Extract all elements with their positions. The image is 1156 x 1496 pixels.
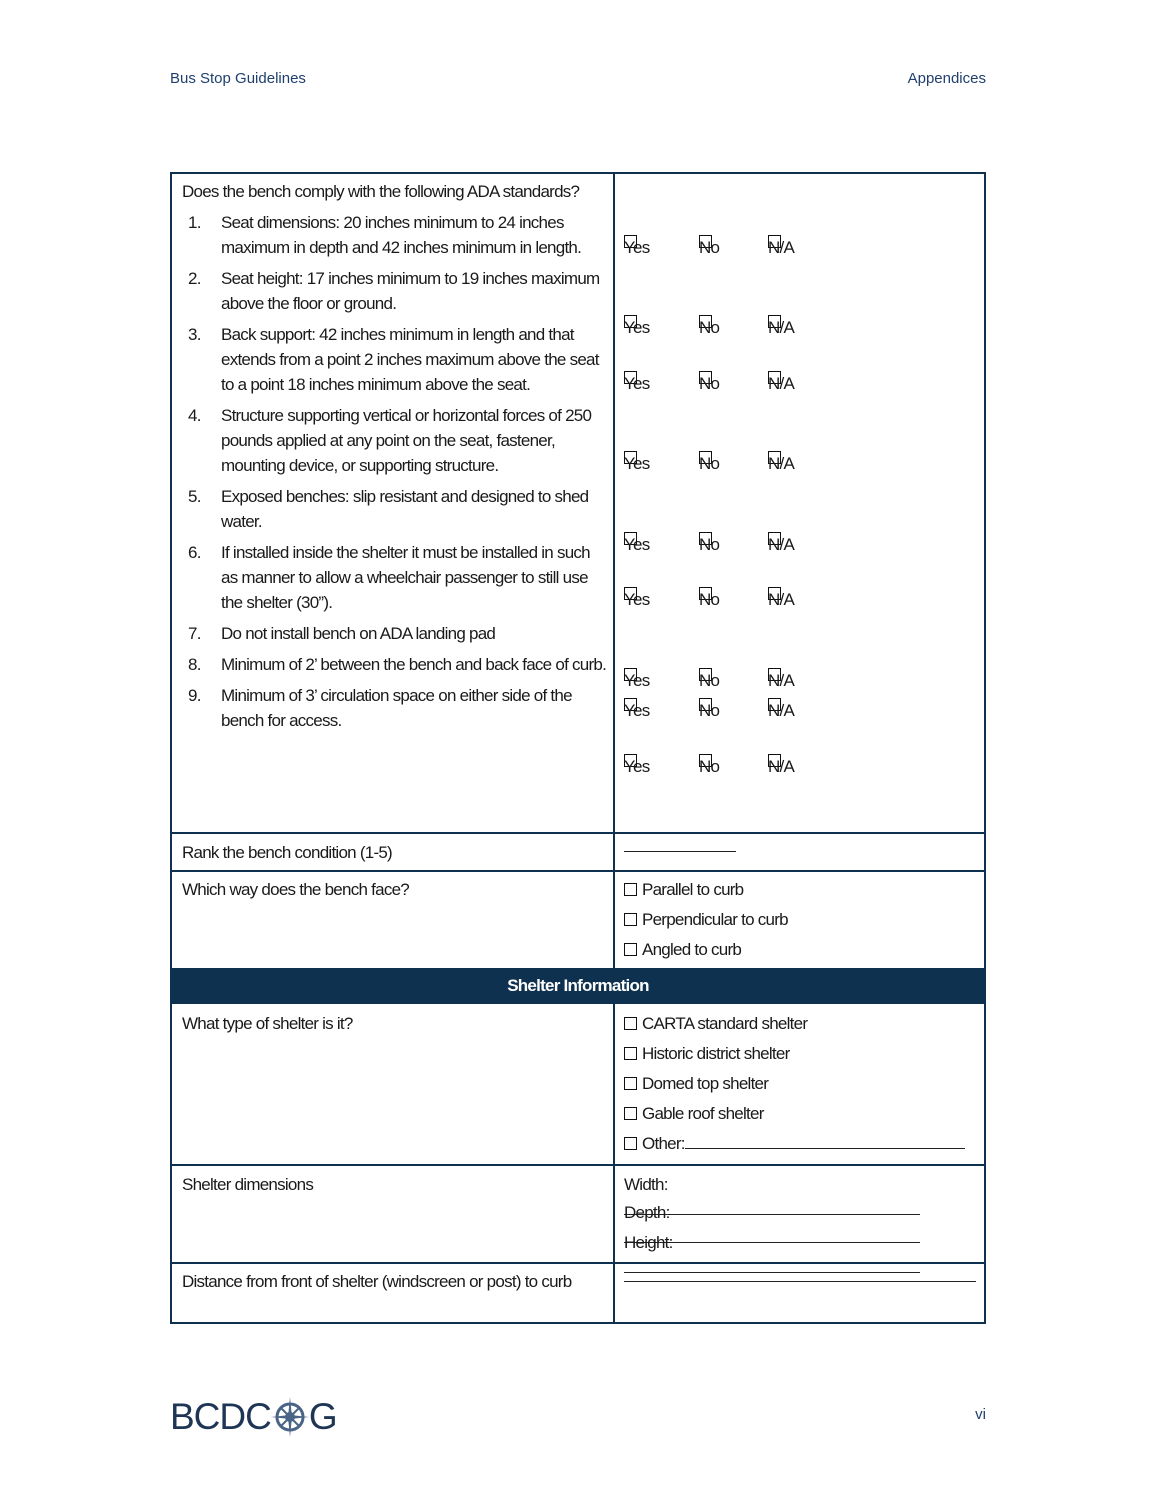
checkbox-label: N/A: [768, 535, 795, 554]
bench-face-options: [624, 877, 976, 967]
dimension-field: [624, 1172, 976, 1200]
shelter-type-row: [172, 1004, 984, 1164]
option-label: Other:: [642, 1134, 685, 1153]
checkbox-icon[interactable]: [624, 913, 637, 926]
distance-label: Distance from front of shelter (windscreen or post) to curb: [182, 1272, 572, 1291]
item-number: 9.: [188, 686, 201, 705]
shelter-dimension-fields: [624, 1172, 976, 1258]
shelter-section-header: Shelter Information: [172, 968, 984, 1004]
checklist-table: [170, 172, 986, 1324]
checkbox-label: N/A: [768, 671, 795, 690]
item-text: Structure supporting vertical or horizontal forces of 250 pounds applied at any point on the seat, fastener, mounting device, or supporting structure.: [221, 406, 592, 475]
item-number: 1.: [188, 213, 201, 232]
running-header-title: Bus Stop Guidelines: [170, 70, 306, 87]
rank-row: [172, 832, 984, 872]
ada-standards-list: [182, 210, 607, 733]
checkbox-label: Yes: [624, 374, 650, 393]
list-item: [182, 683, 607, 733]
checkbox-label: Yes: [624, 701, 650, 720]
item-text: Back support: 42 inches minimum in length and that extends from a point 2 inches maximum above the seat to a point 18 inches minimum above the seat.: [221, 325, 599, 394]
checkbox-label: N/A: [768, 590, 795, 609]
checkbox-label: No: [699, 590, 720, 609]
checkbox-label: N/A: [768, 454, 795, 473]
list-item: [182, 210, 607, 260]
checkbox-icon[interactable]: [624, 1107, 637, 1120]
option-label: Historic district shelter: [642, 1044, 790, 1063]
compass-rose-icon: [271, 1396, 309, 1438]
running-header-section: Appendices: [907, 70, 986, 87]
checkbox-label: No: [699, 757, 720, 776]
shelter-dimensions-label: Shelter dimensions: [182, 1175, 314, 1194]
list-item: [182, 652, 607, 677]
shelter-dimensions-row: [172, 1164, 984, 1264]
shelter-type-options: [624, 1011, 976, 1161]
dimension-label: Height:: [624, 1233, 673, 1252]
bench-face-label: Which way does the bench face?: [182, 880, 409, 899]
checkbox-label: No: [699, 454, 720, 473]
rank-input[interactable]: [624, 834, 736, 852]
checkbox-icon[interactable]: [624, 1137, 637, 1150]
rank-label: Rank the bench condition (1-5): [182, 843, 392, 862]
item-number: 5.: [188, 487, 201, 506]
distance-row: [172, 1262, 984, 1326]
ada-question: Does the bench comply with the following ADA standards?: [182, 182, 580, 201]
checkbox-icon[interactable]: [624, 883, 637, 896]
bench-face-row: [172, 870, 984, 970]
checkbox-label: Yes: [624, 238, 650, 257]
item-number: 2.: [188, 269, 201, 288]
option-item[interactable]: [624, 1041, 976, 1071]
option-item[interactable]: [624, 907, 976, 937]
checkbox-label: Yes: [624, 535, 650, 554]
option-label: Perpendicular to curb: [642, 910, 788, 929]
item-number: 6.: [188, 543, 201, 562]
item-text: Seat dimensions: 20 inches minimum to 24 inches maximum in depth and 42 inches minimum in length.: [221, 213, 582, 257]
option-label: Angled to curb: [642, 940, 742, 959]
checkbox-label: Yes: [624, 590, 650, 609]
dimension-label: Depth:: [624, 1203, 670, 1222]
option-item[interactable]: [624, 1011, 976, 1041]
checkbox-label: N/A: [768, 318, 795, 337]
option-label: Gable roof shelter: [642, 1104, 764, 1123]
option-label: Parallel to curb: [642, 880, 744, 899]
item-number: 4.: [188, 406, 201, 425]
checkbox-icon[interactable]: [624, 943, 637, 956]
item-number: 7.: [188, 624, 201, 643]
checkbox-label: No: [699, 374, 720, 393]
dimension-label: Width:: [624, 1175, 668, 1194]
item-number: 3.: [188, 325, 201, 344]
checkbox-label: N/A: [768, 238, 795, 257]
item-text: Do not install bench on ADA landing pad: [221, 624, 496, 643]
item-text: Minimum of 2’ between the bench and back face of curb.: [221, 655, 607, 674]
option-item[interactable]: [624, 1101, 976, 1131]
checkbox-label: No: [699, 701, 720, 720]
bcdcog-logo: BCDC G: [170, 1396, 337, 1437]
checkbox-label: Yes: [624, 318, 650, 337]
list-item: [182, 621, 607, 646]
option-item[interactable]: [624, 937, 976, 967]
ada-question-cell: [182, 179, 607, 739]
list-item: [182, 266, 607, 316]
checkbox-label: No: [699, 318, 720, 337]
item-number: 8.: [188, 655, 201, 674]
checkbox-icon[interactable]: [624, 1017, 637, 1030]
option-item[interactable]: [624, 1071, 976, 1101]
option-item[interactable]: [624, 877, 976, 907]
page-number: vi: [975, 1406, 986, 1423]
checkbox-label: Yes: [624, 671, 650, 690]
checkbox-label: Yes: [624, 454, 650, 473]
checkbox-label: No: [699, 535, 720, 554]
other-input[interactable]: [685, 1131, 965, 1149]
option-label: CARTA standard shelter: [642, 1014, 808, 1033]
checkbox-label: N/A: [768, 374, 795, 393]
item-text: If installed inside the shelter it must be installed in such as manner to allow a wheelchair passenger to still use the shelter (30”).: [221, 543, 590, 612]
list-item: [182, 540, 607, 615]
distance-input[interactable]: [624, 1264, 976, 1282]
checkbox-icon[interactable]: [624, 1047, 637, 1060]
checkbox-label: Yes: [624, 757, 650, 776]
item-text: Exposed benches: slip resistant and designed to shed water.: [221, 487, 589, 531]
checkbox-label: N/A: [768, 757, 795, 776]
list-item: [182, 484, 607, 534]
shelter-type-label: What type of shelter is it?: [182, 1014, 353, 1033]
list-item: [182, 403, 607, 478]
checkbox-label: N/A: [768, 701, 795, 720]
item-text: Minimum of 3’ circulation space on either side of the bench for access.: [221, 686, 572, 730]
checkbox-label: No: [699, 671, 720, 690]
item-text: Seat height: 17 inches minimum to 19 inches maximum above the floor or ground.: [221, 269, 600, 313]
list-item: [182, 322, 607, 397]
option-label: Domed top shelter: [642, 1074, 769, 1093]
checkbox-icon[interactable]: [624, 1077, 637, 1090]
option-item[interactable]: [624, 1131, 976, 1161]
checkbox-label: No: [699, 238, 720, 257]
